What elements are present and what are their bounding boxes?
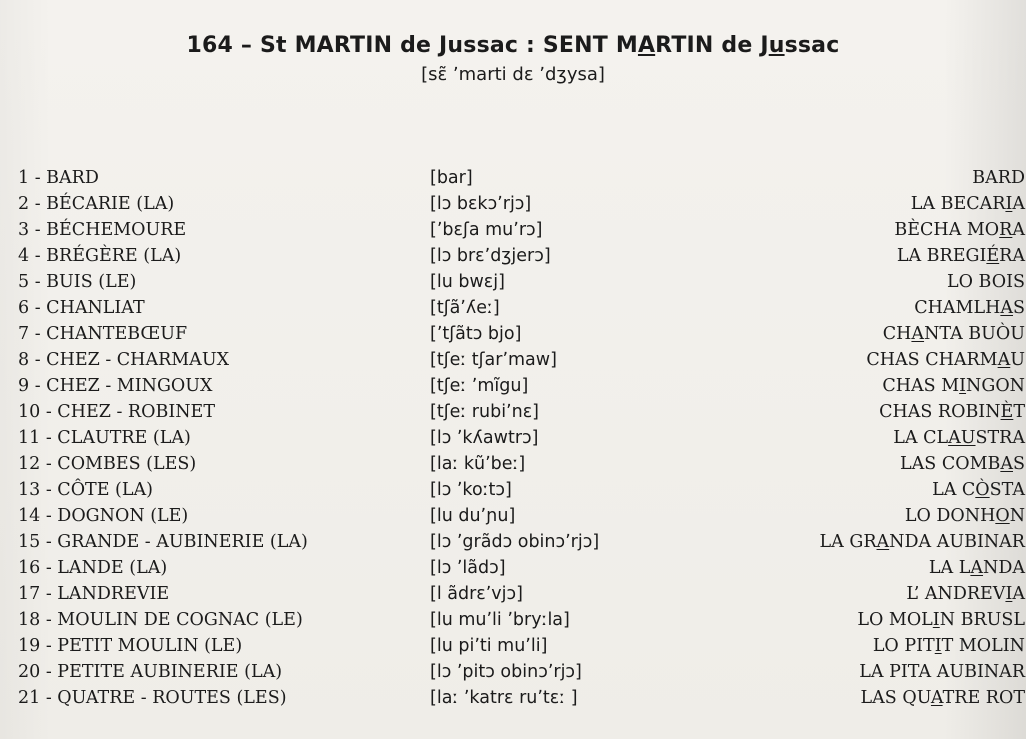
entry-row xyxy=(0,243,1026,269)
entry-left: 10 - CHEZ - ROBINET xyxy=(18,402,215,422)
entry-right-post: S xyxy=(1013,298,1025,318)
entry-row xyxy=(0,451,1026,477)
subtitle-phonetic: [sɛ̃ ʼmarti dɛ ʼdʒysa] xyxy=(421,64,605,85)
entry-middle: [lu bwɛj] xyxy=(430,272,505,292)
entry-row xyxy=(0,581,1026,607)
entry-row xyxy=(0,477,1026,503)
entry-right-post: STA xyxy=(989,480,1025,500)
entry-right-post: N xyxy=(1009,506,1025,526)
entry-middle: [laː ʼkatrɛ ruʼtɛː ] xyxy=(430,688,578,708)
entry-right xyxy=(675,659,1025,685)
entry-middle: [bar] xyxy=(430,168,473,188)
entry-middle: [tʃeː tʃarʼmaw] xyxy=(430,350,557,370)
entry-left: 7 - CHANTEBŒUF xyxy=(18,324,188,344)
entry-right-post: NDA xyxy=(983,558,1025,578)
entry-right-pre: LO MOL xyxy=(857,610,933,630)
entry-middle: [lɔ ʼgrãdɔ obinɔʼrjɔ] xyxy=(430,532,600,552)
entry-right-pre: LA BREGI xyxy=(896,246,987,266)
entry-row xyxy=(0,555,1026,581)
entry-right xyxy=(675,373,1025,399)
entry-row xyxy=(0,659,1026,685)
entry-middle: [tʃeː ʼmĩgu] xyxy=(430,376,529,396)
entry-right-underlined: I xyxy=(932,610,940,630)
entry-left: 17 - LANDREVIE xyxy=(18,584,170,604)
entry-right xyxy=(675,243,1025,269)
entry-right xyxy=(675,477,1025,503)
entry-row xyxy=(0,399,1026,425)
title-suffix: ssac xyxy=(784,33,840,58)
entry-right-post: A xyxy=(1012,194,1025,214)
entry-middle: [lɔ ʼpitɔ obinɔʼrjɔ] xyxy=(430,662,582,682)
entry-right-underlined: A xyxy=(876,532,890,552)
entry-right-pre: LAS COMB xyxy=(900,454,1001,474)
entry-right xyxy=(675,425,1025,451)
entry-middle: [lu muʼli ʼbryːla] xyxy=(430,610,570,630)
entry-right-post: T MOLIN xyxy=(941,636,1025,656)
entry-right-pre: LA PITA AUBINAR xyxy=(859,662,1025,682)
entry-right xyxy=(675,529,1025,555)
entry-right-post: A xyxy=(1012,220,1025,240)
entry-right-post: T xyxy=(1013,402,1025,422)
entry-right-underlined: Ò xyxy=(975,480,990,500)
entry-right-underlined: A xyxy=(1000,454,1013,474)
entry-left: 21 - QUATRE - ROUTES (LES) xyxy=(18,688,287,708)
entry-left: 8 - CHEZ - CHARMAUX xyxy=(18,350,230,370)
entry-right-underlined: È xyxy=(1000,402,1014,422)
entry-right-pre: LA C xyxy=(932,480,976,500)
entry-row xyxy=(0,503,1026,529)
title-underline-a: A xyxy=(637,33,656,58)
page-title xyxy=(0,33,1026,58)
entry-right xyxy=(675,217,1025,243)
title-prefix: 164 – St MARTIN de Jussac : SENT M xyxy=(186,33,638,58)
entry-left: 18 - MOULIN DE COGNAC (LE) xyxy=(18,610,303,630)
entry-right-pre: CHAS CHARM xyxy=(866,350,998,370)
entry-right-underlined: AU xyxy=(948,428,976,448)
entry-right-underlined: I xyxy=(1005,194,1013,214)
entry-right-post: NGON xyxy=(966,376,1025,396)
entry-right-pre: CHAS M xyxy=(882,376,960,396)
entry-left: 20 - PETITE AUBINERIE (LA) xyxy=(18,662,283,682)
entry-middle: [lu piʼti muʼli] xyxy=(430,636,548,656)
entry-right-pre: LA CL xyxy=(893,428,949,448)
entry-right-post: N BRUSL xyxy=(939,610,1025,630)
entry-right-pre: LO DONH xyxy=(904,506,996,526)
entry-right-pre: CH xyxy=(882,324,912,344)
entry-right xyxy=(675,321,1025,347)
entry-middle: [lu duʼɲu] xyxy=(430,506,516,526)
entry-row xyxy=(0,191,1026,217)
entry-middle: [laː kũʼbeː] xyxy=(430,454,526,474)
entry-left: 6 - CHANLIAT xyxy=(18,298,145,318)
entry-row xyxy=(0,321,1026,347)
entry-left: 11 - CLAUTRE (LA) xyxy=(18,428,191,448)
entry-row xyxy=(0,373,1026,399)
entry-row xyxy=(0,295,1026,321)
entry-right-pre: BARD xyxy=(972,168,1025,188)
entry-row xyxy=(0,633,1026,659)
entry-right-underlined: I xyxy=(934,636,942,656)
entry-right-pre: CHAS ROBIN xyxy=(879,402,1001,422)
entry-right xyxy=(675,451,1025,477)
entry-left: 16 - LANDE (LA) xyxy=(18,558,168,578)
entry-right xyxy=(675,607,1025,633)
entry-right xyxy=(675,295,1025,321)
entry-right-underlined: A xyxy=(997,350,1011,370)
entry-right-pre: CHAMLH xyxy=(914,298,1001,318)
entry-right-underlined: A xyxy=(970,558,984,578)
entry-right-underlined: É xyxy=(986,246,1000,266)
entry-right-pre: LO BOIS xyxy=(947,272,1025,292)
entry-row xyxy=(0,425,1026,451)
entry-row xyxy=(0,269,1026,295)
entry-right xyxy=(675,347,1025,373)
entry-right xyxy=(675,633,1025,659)
entry-right-post: A xyxy=(1012,584,1025,604)
entry-right-underlined: A xyxy=(1000,298,1013,318)
entry-right-pre: L’ ANDREV xyxy=(906,584,1006,604)
entry-right-pre: LO PIT xyxy=(872,636,935,656)
entry-row xyxy=(0,529,1026,555)
entry-right xyxy=(675,165,1025,191)
entry-left: 19 - PETIT MOULIN (LE) xyxy=(18,636,243,656)
entry-middle: [ʼbɛʃa muʼrɔ] xyxy=(430,220,543,240)
entry-middle: [lɔ bɛkɔʼrjɔ] xyxy=(430,194,532,214)
entry-right xyxy=(675,581,1025,607)
entry-left: 12 - COMBES (LES) xyxy=(18,454,197,474)
entry-right-post: NDA AUBINAR xyxy=(889,532,1025,552)
entry-middle: [lɔ brɛʼdʒjerɔ] xyxy=(430,246,551,266)
entry-right-post: NTA BUÒU xyxy=(924,324,1025,344)
entry-right-pre: LA L xyxy=(928,558,971,578)
entry-row xyxy=(0,607,1026,633)
entry-right-post: STRA xyxy=(975,428,1025,448)
entry-left: 5 - BUIS (LE) xyxy=(18,272,137,292)
entry-middle: [lɔ ʼkʎawtrɔ] xyxy=(430,428,539,448)
title-underline-u: u xyxy=(768,33,785,58)
entry-left: 9 - CHEZ - MINGOUX xyxy=(18,376,213,396)
entry-right-underlined: I xyxy=(1005,584,1013,604)
entry-right-pre: LA GR xyxy=(819,532,877,552)
entry-right-underlined: I xyxy=(959,376,967,396)
title-middle: RTIN de J xyxy=(655,33,769,58)
entry-right-underlined: A xyxy=(911,324,925,344)
entry-row xyxy=(0,217,1026,243)
entry-right-post: RA xyxy=(999,246,1025,266)
entry-left: 2 - BÉCARIE (LA) xyxy=(18,194,175,214)
entry-right-underlined: A xyxy=(930,688,943,708)
entry-left: 15 - GRANDE - AUBINERIE (LA) xyxy=(18,532,308,552)
entry-left: 1 - BARD xyxy=(18,168,99,188)
entry-right xyxy=(675,191,1025,217)
entry-left: 4 - BRÉGÈRE (LA) xyxy=(18,246,182,266)
entry-middle: [lɔ ʼlãdɔ] xyxy=(430,558,506,578)
entry-right xyxy=(675,555,1025,581)
entry-right-pre: LA BECAR xyxy=(910,194,1006,214)
entry-right xyxy=(675,399,1025,425)
entry-left: 3 - BÉCHEMOURE xyxy=(18,220,187,240)
entry-row xyxy=(0,347,1026,373)
entry-middle: [ʼtʃãtɔ bjo] xyxy=(430,324,522,344)
entry-row xyxy=(0,685,1026,711)
entry-right xyxy=(675,503,1025,529)
entry-right-pre: BÈCHA MO xyxy=(894,220,1000,240)
entry-right-post: TRE ROT xyxy=(942,688,1025,708)
entry-row xyxy=(0,165,1026,191)
entry-right-post: U xyxy=(1010,350,1025,370)
entry-right-underlined: O xyxy=(995,506,1010,526)
entry-left: 13 - CÔTE (LA) xyxy=(18,480,153,500)
entry-middle: [tʃãʼʎeː] xyxy=(430,298,500,318)
entry-left: 14 - DOGNON (LE) xyxy=(18,506,189,526)
entry-right-pre: LAS QU xyxy=(860,688,931,708)
entry-middle: [tʃeː rubiʼnɛ] xyxy=(430,402,539,422)
entry-middle: [lɔ ʼkoːtɔ] xyxy=(430,480,512,500)
entry-right xyxy=(675,269,1025,295)
entry-right xyxy=(675,685,1025,711)
entry-right-underlined: R xyxy=(999,220,1013,240)
entry-right-post: S xyxy=(1013,454,1025,474)
entry-middle: [l ãdrɛʼvjɔ] xyxy=(430,584,523,604)
